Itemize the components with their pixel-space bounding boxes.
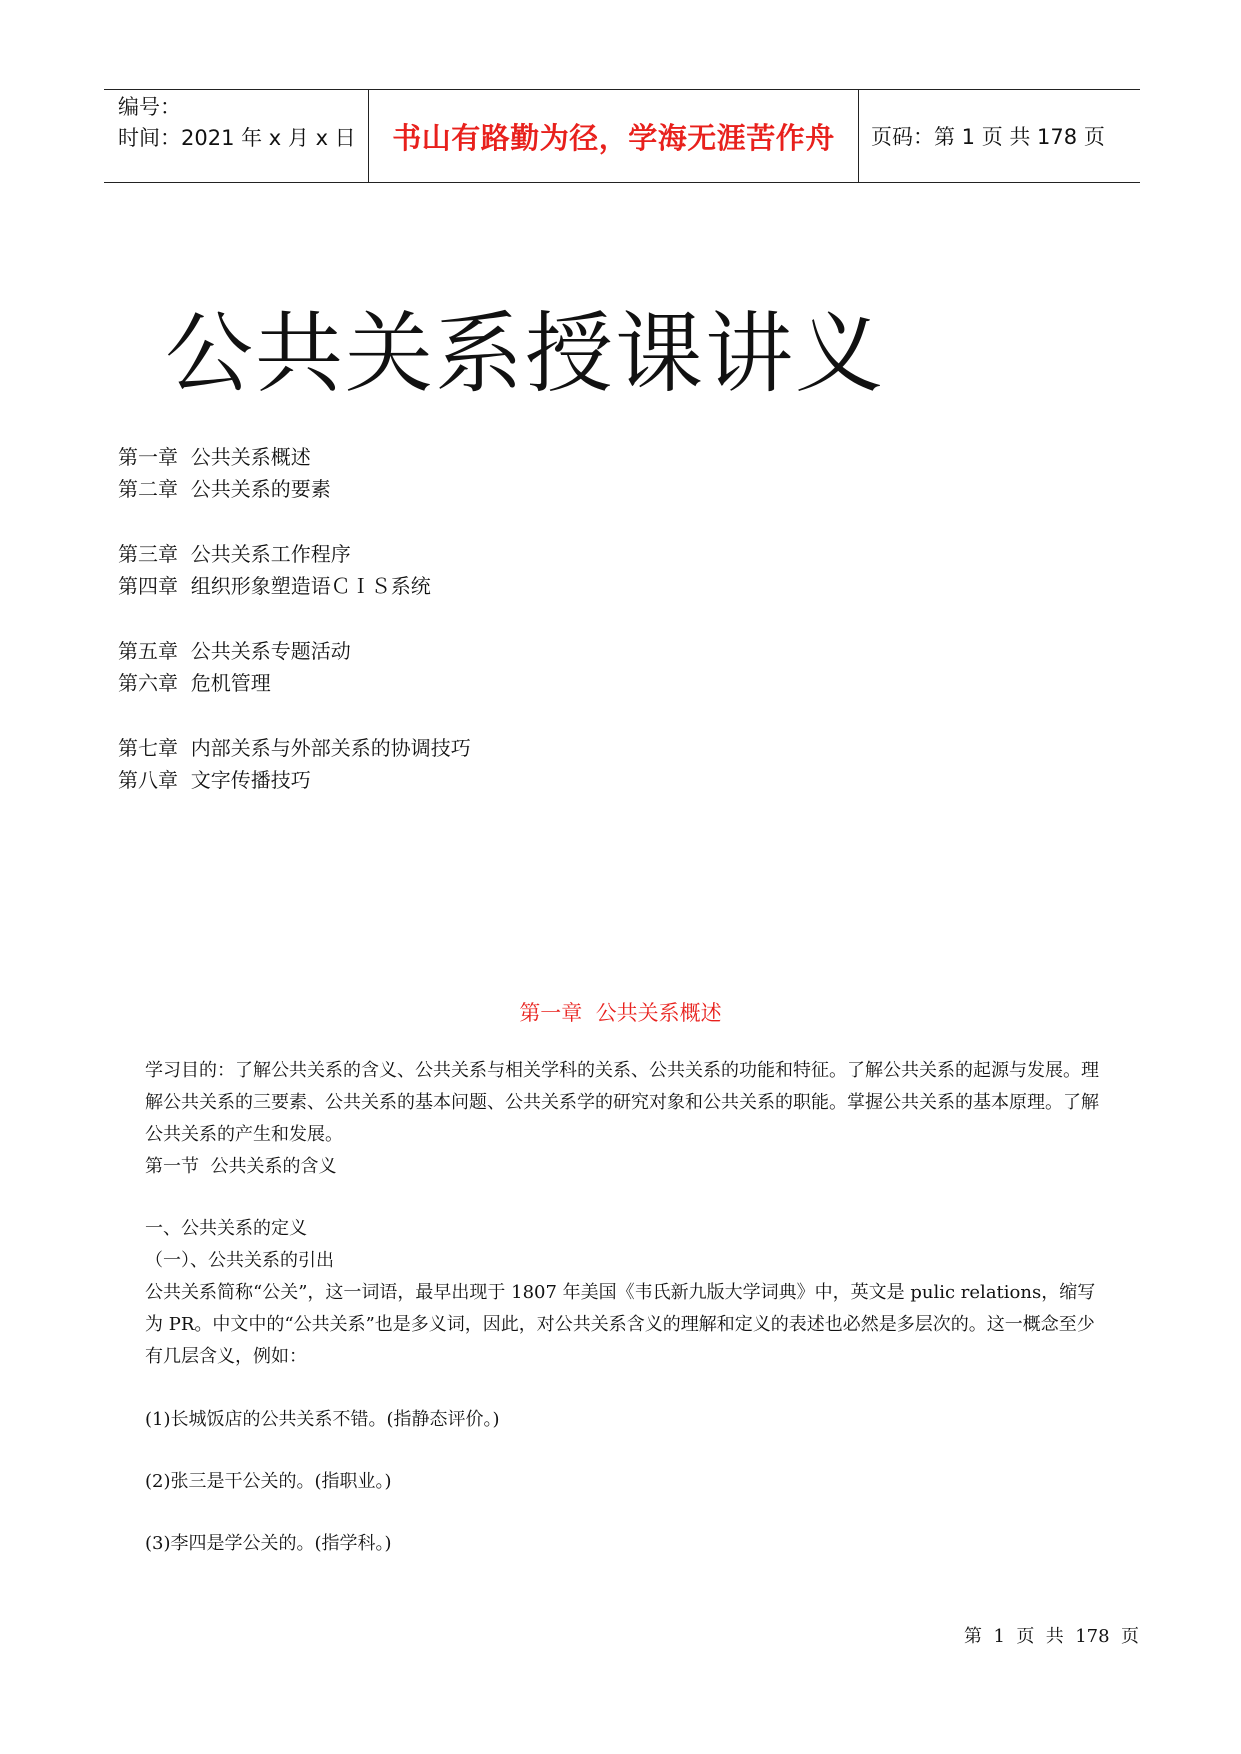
example-item: (3)李四是学公关的。(指学科。) [145,1533,392,1554]
toc-item: 第四章 组织形象塑造语ＣＩＳ系统 [118,574,431,598]
example-item: (2)张三是干公关的。(指职业。) [145,1471,392,1492]
header-motto: 书山有路勤为径，学海无涯苦作舟 [369,90,859,182]
document-header [104,89,1140,183]
time-label: 时间：2021 年 x 月 x 日 [118,126,356,150]
intro-paragraph: 公共关系简称“公关”，这一词语，最早出现于 1807 年美国《韦氏新九版大学词典》中，英文是 pulic relations，缩写为 PR。中文中的“公共关系”也是多义词，因此，对公共关系含义的理解和定义的表述也必然是多层次的。这一概念至少有几层含义，例如： [145,1282,1096,1367]
number-label: 编号： [118,95,181,119]
table-of-contents [118,441,918,796]
toc-item: 第二章 公共关系的要素 [118,477,331,501]
page-footer: 第 1 页 共 178 页 [964,1626,1140,1647]
toc-item: 第三章 公共关系工作程序 [118,542,351,566]
header-page-info: 页码：第 1 页 共 178 页 [871,125,1105,149]
toc-item: 第六章 危机管理 [118,671,271,695]
section-heading: 第一节 公共关系的含义 [145,1156,337,1177]
chapter-content [145,1055,1105,1560]
toc-item: 第七章 内部关系与外部关系的协调技巧 [118,736,471,760]
chapter-heading: 第一章 公共关系概述 [519,1001,722,1025]
learning-objectives: 学习目的：了解公共关系的含义、公共关系与相关学科的关系、公共关系的功能和特征。了解公共关系的起源与发展。理解公共关系的三要素、公共关系的基本问题、公共关系学的研究对象和公共关系的职能。掌握公共关系的基本原理。了解公共关系的产生和发展。 [145,1060,1099,1145]
subsubsection-heading: （一）、公共关系的引出 [145,1250,334,1271]
header-meta [104,90,369,182]
toc-item: 第五章 公共关系专题活动 [118,639,351,663]
toc-item: 第八章 文字传播技巧 [118,768,311,792]
example-item: (1)长城饭店的公共关系不错。(指静态评价。) [145,1409,500,1430]
document-title: 公共关系授课讲义 [165,302,886,405]
toc-item: 第一章 公共关系概述 [118,445,311,469]
subsection-heading: 一、公共关系的定义 [145,1218,307,1239]
